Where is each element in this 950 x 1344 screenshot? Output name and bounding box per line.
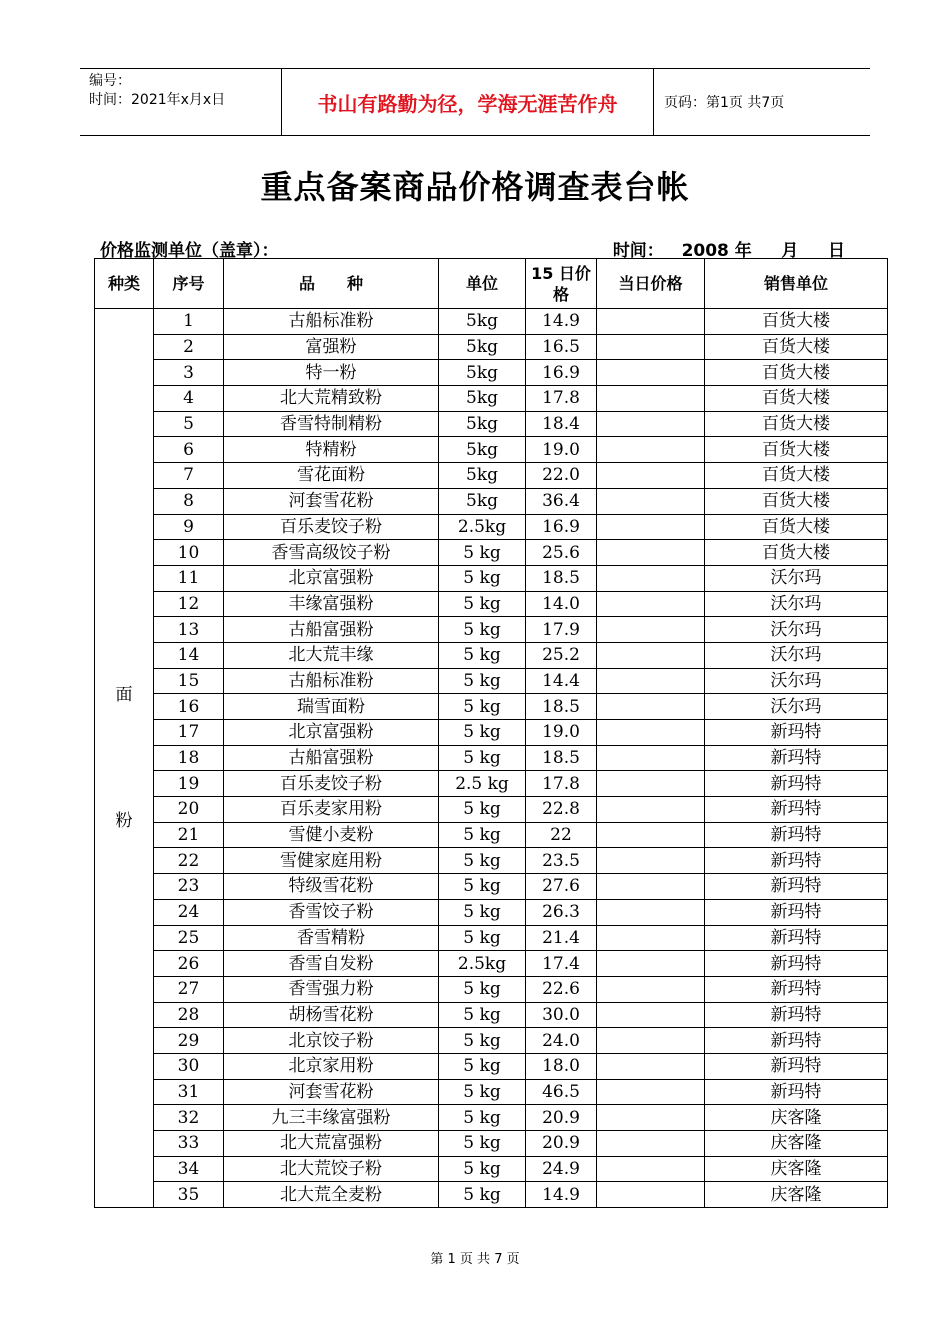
row-unit: 5 kg	[439, 976, 526, 1002]
row-unit: 5 kg	[439, 848, 526, 874]
row-15day-price: 23.5	[526, 848, 597, 874]
row-today-price	[597, 514, 705, 540]
col-today-price: 当日价格	[597, 259, 705, 309]
row-15day-price: 26.3	[526, 899, 597, 925]
table-row	[95, 309, 888, 335]
table-row	[95, 694, 888, 720]
row-today-price	[597, 1105, 705, 1131]
row-unit: 2.5kg	[439, 514, 526, 540]
row-variety: 雪健小麦粉	[224, 822, 439, 848]
row-number: 11	[154, 565, 224, 591]
table-row	[95, 463, 888, 489]
row-unit: 5 kg	[439, 1156, 526, 1182]
row-number: 1	[154, 309, 224, 335]
table-header-row	[95, 259, 888, 309]
price-table	[94, 258, 888, 1208]
table-row	[95, 411, 888, 437]
table-row	[95, 745, 888, 771]
row-variety: 北京富强粉	[224, 565, 439, 591]
row-number: 33	[154, 1131, 224, 1157]
table-row	[95, 848, 888, 874]
row-seller: 新玛特	[705, 1028, 888, 1054]
row-seller: 百货大楼	[705, 360, 888, 386]
row-today-price	[597, 1002, 705, 1028]
row-number: 35	[154, 1182, 224, 1208]
row-number: 6	[154, 437, 224, 463]
meta-line	[100, 236, 845, 261]
row-number: 29	[154, 1028, 224, 1054]
row-today-price	[597, 1131, 705, 1157]
table-row	[95, 899, 888, 925]
row-15day-price: 36.4	[526, 488, 597, 514]
row-unit: 5 kg	[439, 668, 526, 694]
row-seller: 沃尔玛	[705, 617, 888, 643]
row-unit: 5 kg	[439, 797, 526, 823]
row-number: 20	[154, 797, 224, 823]
table-row	[95, 360, 888, 386]
row-seller: 百货大楼	[705, 488, 888, 514]
row-15day-price: 16.9	[526, 514, 597, 540]
row-number: 24	[154, 899, 224, 925]
row-today-price	[597, 463, 705, 489]
table-body	[95, 309, 888, 1208]
table-row	[95, 874, 888, 900]
row-unit: 5 kg	[439, 925, 526, 951]
row-today-price	[597, 1156, 705, 1182]
row-15day-price: 18.0	[526, 1053, 597, 1079]
row-variety: 九三丰缘富强粉	[224, 1105, 439, 1131]
row-variety: 北大荒富强粉	[224, 1131, 439, 1157]
page-info: 页码：第1页 共7页	[664, 95, 785, 111]
row-variety: 北大荒精致粉	[224, 386, 439, 412]
date-line: 时间：2021年x月x日	[89, 92, 226, 108]
row-number: 9	[154, 514, 224, 540]
row-seller: 庆客隆	[705, 1182, 888, 1208]
table-row	[95, 334, 888, 360]
row-seller: 庆客隆	[705, 1131, 888, 1157]
row-seller: 新玛特	[705, 797, 888, 823]
row-number: 3	[154, 360, 224, 386]
row-15day-price: 19.0	[526, 720, 597, 746]
header-left	[80, 69, 281, 135]
table-row	[95, 976, 888, 1002]
row-variety: 香雪饺子粉	[224, 899, 439, 925]
row-today-price	[597, 540, 705, 566]
table-row	[95, 1105, 888, 1131]
row-15day-price: 18.5	[526, 565, 597, 591]
row-today-price	[597, 488, 705, 514]
row-seller: 百货大楼	[705, 540, 888, 566]
row-today-price	[597, 899, 705, 925]
row-seller: 新玛特	[705, 1053, 888, 1079]
row-unit: 5kg	[439, 463, 526, 489]
row-seller: 新玛特	[705, 951, 888, 977]
row-variety: 特级雪花粉	[224, 874, 439, 900]
row-number: 32	[154, 1105, 224, 1131]
row-today-price	[597, 694, 705, 720]
row-seller: 百货大楼	[705, 309, 888, 335]
table-row	[95, 951, 888, 977]
table-row	[95, 386, 888, 412]
row-number: 5	[154, 411, 224, 437]
row-seller: 新玛特	[705, 1079, 888, 1105]
row-number: 18	[154, 745, 224, 771]
row-variety: 特精粉	[224, 437, 439, 463]
row-unit: 5 kg	[439, 1028, 526, 1054]
row-variety: 古船标准粉	[224, 668, 439, 694]
row-today-price	[597, 565, 705, 591]
row-seller: 百货大楼	[705, 411, 888, 437]
row-number: 22	[154, 848, 224, 874]
row-unit: 5kg	[439, 334, 526, 360]
table-row	[95, 925, 888, 951]
row-number: 10	[154, 540, 224, 566]
monitor-unit-label: 价格监测单位（盖章）：	[100, 241, 279, 261]
row-today-price	[597, 951, 705, 977]
row-number: 12	[154, 591, 224, 617]
row-seller: 新玛特	[705, 745, 888, 771]
row-number: 28	[154, 1002, 224, 1028]
table-row	[95, 617, 888, 643]
row-15day-price: 16.9	[526, 360, 597, 386]
row-variety: 北京饺子粉	[224, 1028, 439, 1054]
row-variety: 特一粉	[224, 360, 439, 386]
row-15day-price: 25.6	[526, 540, 597, 566]
row-seller: 新玛特	[705, 822, 888, 848]
row-15day-price: 17.9	[526, 617, 597, 643]
row-unit: 5 kg	[439, 899, 526, 925]
row-number: 30	[154, 1053, 224, 1079]
col-15day-price: 15 日价格	[526, 259, 597, 309]
row-today-price	[597, 771, 705, 797]
table-row	[95, 668, 888, 694]
row-15day-price: 17.8	[526, 386, 597, 412]
row-unit: 5kg	[439, 386, 526, 412]
row-15day-price: 16.5	[526, 334, 597, 360]
row-variety: 雪健家庭用粉	[224, 848, 439, 874]
row-15day-price: 14.9	[526, 1182, 597, 1208]
row-unit: 5kg	[439, 411, 526, 437]
col-number: 序号	[154, 259, 224, 309]
row-number: 14	[154, 642, 224, 668]
page-header	[80, 68, 870, 136]
row-number: 25	[154, 925, 224, 951]
row-unit: 5kg	[439, 488, 526, 514]
row-15day-price: 24.0	[526, 1028, 597, 1054]
row-unit: 5 kg	[439, 822, 526, 848]
row-seller: 沃尔玛	[705, 565, 888, 591]
row-15day-price: 14.9	[526, 309, 597, 335]
row-variety: 胡杨雪花粉	[224, 1002, 439, 1028]
row-unit: 2.5kg	[439, 951, 526, 977]
row-today-price	[597, 411, 705, 437]
row-seller: 新玛特	[705, 1002, 888, 1028]
row-unit: 5 kg	[439, 1182, 526, 1208]
row-15day-price: 18.5	[526, 694, 597, 720]
row-seller: 新玛特	[705, 848, 888, 874]
row-seller: 沃尔玛	[705, 668, 888, 694]
category-char-1: 面	[115, 685, 133, 706]
col-category: 种类	[95, 259, 154, 309]
table-row	[95, 1053, 888, 1079]
row-seller: 新玛特	[705, 899, 888, 925]
row-seller: 新玛特	[705, 720, 888, 746]
row-seller: 百货大楼	[705, 437, 888, 463]
row-today-price	[597, 976, 705, 1002]
row-15day-price: 14.4	[526, 668, 597, 694]
row-number: 34	[154, 1156, 224, 1182]
row-today-price	[597, 1053, 705, 1079]
row-variety: 河套雪花粉	[224, 1079, 439, 1105]
row-variety: 百乐麦家用粉	[224, 797, 439, 823]
row-today-price	[597, 309, 705, 335]
table-row	[95, 720, 888, 746]
row-unit: 5 kg	[439, 1105, 526, 1131]
row-variety: 河套雪花粉	[224, 488, 439, 514]
row-unit: 5 kg	[439, 565, 526, 591]
row-number: 19	[154, 771, 224, 797]
row-seller: 沃尔玛	[705, 642, 888, 668]
row-variety: 丰缘富强粉	[224, 591, 439, 617]
col-variety: 品 种	[224, 259, 439, 309]
row-number: 23	[154, 874, 224, 900]
row-15day-price: 17.4	[526, 951, 597, 977]
row-variety: 瑞雪面粉	[224, 694, 439, 720]
row-today-price	[597, 925, 705, 951]
row-seller: 新玛特	[705, 771, 888, 797]
row-variety: 北大荒饺子粉	[224, 1156, 439, 1182]
row-today-price	[597, 386, 705, 412]
row-seller: 庆客隆	[705, 1156, 888, 1182]
table-row	[95, 565, 888, 591]
row-15day-price: 24.9	[526, 1156, 597, 1182]
row-variety: 北大荒丰缘	[224, 642, 439, 668]
table-row	[95, 642, 888, 668]
table-row	[95, 1182, 888, 1208]
row-unit: 5 kg	[439, 745, 526, 771]
page-title: 重点备案商品价格调查表台帐	[260, 168, 690, 206]
row-today-price	[597, 437, 705, 463]
row-variety: 香雪高级饺子粉	[224, 540, 439, 566]
row-seller: 庆客隆	[705, 1105, 888, 1131]
row-variety: 香雪精粉	[224, 925, 439, 951]
row-seller: 沃尔玛	[705, 591, 888, 617]
row-15day-price: 20.9	[526, 1131, 597, 1157]
row-today-price	[597, 1182, 705, 1208]
row-unit: 5 kg	[439, 694, 526, 720]
number-label: 编号：	[89, 73, 131, 89]
row-today-price	[597, 797, 705, 823]
row-seller: 百货大楼	[705, 386, 888, 412]
row-unit: 5 kg	[439, 617, 526, 643]
table-row	[95, 488, 888, 514]
table-row	[95, 591, 888, 617]
row-variety: 北京富强粉	[224, 720, 439, 746]
row-variety: 古船富强粉	[224, 745, 439, 771]
row-today-price	[597, 1079, 705, 1105]
row-today-price	[597, 668, 705, 694]
row-unit: 2.5 kg	[439, 771, 526, 797]
row-unit: 5 kg	[439, 540, 526, 566]
row-unit: 5 kg	[439, 1053, 526, 1079]
row-seller: 百货大楼	[705, 463, 888, 489]
row-today-price	[597, 334, 705, 360]
row-unit: 5 kg	[439, 874, 526, 900]
row-unit: 5 kg	[439, 1079, 526, 1105]
row-number: 4	[154, 386, 224, 412]
table-row	[95, 1079, 888, 1105]
row-15day-price: 46.5	[526, 1079, 597, 1105]
row-15day-price: 14.0	[526, 591, 597, 617]
row-variety: 香雪自发粉	[224, 951, 439, 977]
row-today-price	[597, 617, 705, 643]
row-15day-price: 18.4	[526, 411, 597, 437]
row-15day-price: 17.8	[526, 771, 597, 797]
table-row	[95, 1002, 888, 1028]
row-today-price	[597, 874, 705, 900]
row-seller: 新玛特	[705, 874, 888, 900]
table-row	[95, 822, 888, 848]
row-number: 15	[154, 668, 224, 694]
row-15day-price: 19.0	[526, 437, 597, 463]
row-number: 31	[154, 1079, 224, 1105]
row-15day-price: 22.8	[526, 797, 597, 823]
row-number: 13	[154, 617, 224, 643]
row-unit: 5 kg	[439, 1002, 526, 1028]
row-15day-price: 22	[526, 822, 597, 848]
row-seller: 百货大楼	[705, 334, 888, 360]
row-unit: 5 kg	[439, 1131, 526, 1157]
row-number: 8	[154, 488, 224, 514]
row-number: 27	[154, 976, 224, 1002]
row-number: 21	[154, 822, 224, 848]
row-unit: 5 kg	[439, 591, 526, 617]
row-variety: 香雪特制精粉	[224, 411, 439, 437]
table-row	[95, 514, 888, 540]
row-15day-price: 21.4	[526, 925, 597, 951]
row-seller: 沃尔玛	[705, 694, 888, 720]
survey-date-label: 时间： 2008 年 月 日	[612, 241, 845, 261]
row-variety: 古船标准粉	[224, 309, 439, 335]
row-15day-price: 25.2	[526, 642, 597, 668]
row-number: 17	[154, 720, 224, 746]
row-number: 16	[154, 694, 224, 720]
row-today-price	[597, 642, 705, 668]
row-today-price	[597, 360, 705, 386]
row-number: 26	[154, 951, 224, 977]
table-row	[95, 1131, 888, 1157]
row-today-price	[597, 720, 705, 746]
row-unit: 5 kg	[439, 642, 526, 668]
row-number: 2	[154, 334, 224, 360]
table-row	[95, 797, 888, 823]
row-15day-price: 22.6	[526, 976, 597, 1002]
page-footer: 第 1 页 共 7 页	[430, 1252, 520, 1267]
table-row	[95, 771, 888, 797]
row-today-price	[597, 822, 705, 848]
table-row	[95, 437, 888, 463]
row-15day-price: 30.0	[526, 1002, 597, 1028]
row-today-price	[597, 745, 705, 771]
row-variety: 北大荒全麦粉	[224, 1182, 439, 1208]
category-char-2: 粉	[115, 811, 133, 832]
motto: 书山有路勤为径，学海无涯苦作舟	[281, 69, 654, 135]
row-variety: 富强粉	[224, 334, 439, 360]
table-row	[95, 1156, 888, 1182]
col-seller: 销售单位	[705, 259, 888, 309]
row-unit: 5 kg	[439, 720, 526, 746]
row-15day-price: 20.9	[526, 1105, 597, 1131]
row-seller: 新玛特	[705, 925, 888, 951]
row-seller: 新玛特	[705, 976, 888, 1002]
row-unit: 5kg	[439, 437, 526, 463]
row-variety: 古船富强粉	[224, 617, 439, 643]
table-row	[95, 1028, 888, 1054]
row-15day-price: 18.5	[526, 745, 597, 771]
row-variety: 香雪强力粉	[224, 976, 439, 1002]
row-variety: 百乐麦饺子粉	[224, 771, 439, 797]
row-15day-price: 27.6	[526, 874, 597, 900]
row-unit: 5kg	[439, 360, 526, 386]
category-cell	[95, 309, 154, 1208]
table-row	[95, 540, 888, 566]
row-15day-price: 22.0	[526, 463, 597, 489]
row-variety: 百乐麦饺子粉	[224, 514, 439, 540]
row-today-price	[597, 1028, 705, 1054]
row-today-price	[597, 848, 705, 874]
row-unit: 5kg	[439, 309, 526, 335]
row-variety: 北京家用粉	[224, 1053, 439, 1079]
row-number: 7	[154, 463, 224, 489]
col-unit: 单位	[439, 259, 526, 309]
row-seller: 百货大楼	[705, 514, 888, 540]
row-today-price	[597, 591, 705, 617]
row-variety: 雪花面粉	[224, 463, 439, 489]
